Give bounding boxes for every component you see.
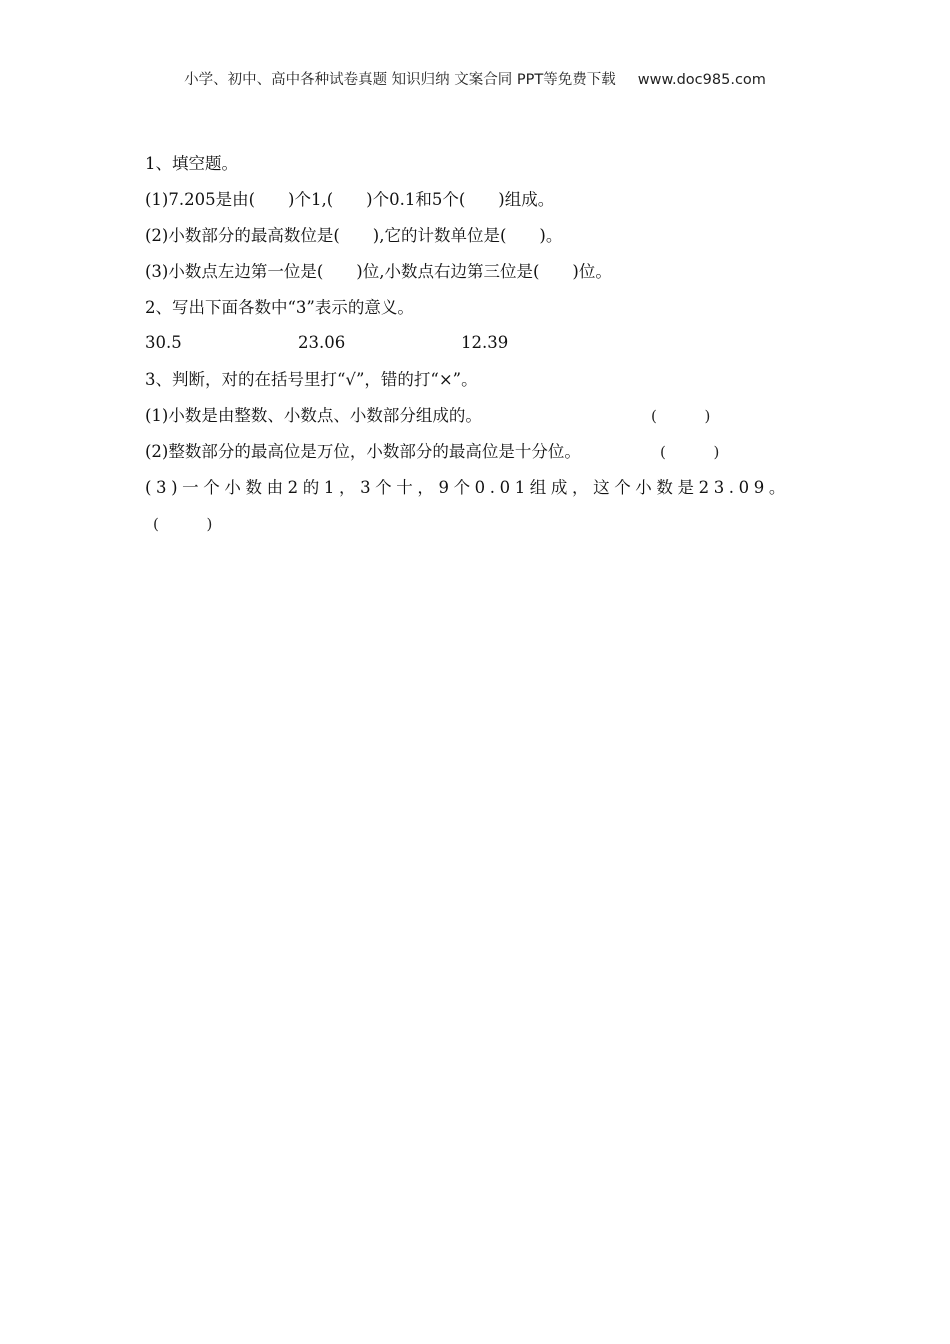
section1-title: 1、填空题。 (145, 154, 238, 173)
section3-question1: (1)小数是由整数、小数点、小数部分组成的。 (145, 406, 482, 425)
answer-paren[interactable]: ( ) (153, 515, 213, 533)
section3-question3: (3)一个小数由2的1，3个十，9个0.01组成，这个小数是23.09。 (145, 478, 790, 497)
number-item: 23.06 (298, 333, 346, 352)
section1-question3: (3)小数点左边第一位是( )位,小数点右边第三位是( )位。 (145, 262, 612, 281)
header-text: 小学、初中、高中各种试卷真题 知识归纳 文案合同 PPT等免费下载 (184, 72, 616, 88)
number-item: 12.39 (461, 333, 509, 352)
section3-title: 3、判断，对的在括号里打“√”，错的打“×”。 (145, 370, 478, 389)
section3-question2: (2)整数部分的最高位是万位，小数部分的最高位是十分位。 (145, 442, 581, 461)
header-url[interactable]: www.doc985.com (637, 72, 766, 88)
section2-title: 2、写出下面各数中“3”表示的意义。 (145, 298, 414, 317)
section1-question1: (1)7.205是由( )个1,( )个0.1和5个( )组成。 (145, 190, 555, 209)
section1-question2: (2)小数部分的最高数位是( ),它的计数单位是( )。 (145, 226, 563, 245)
page-header (0, 68, 950, 89)
answer-paren[interactable]: ( ) (660, 443, 720, 461)
answer-paren[interactable]: ( ) (651, 407, 711, 425)
section2-numbers (145, 333, 745, 355)
number-item: 30.5 (145, 333, 182, 352)
